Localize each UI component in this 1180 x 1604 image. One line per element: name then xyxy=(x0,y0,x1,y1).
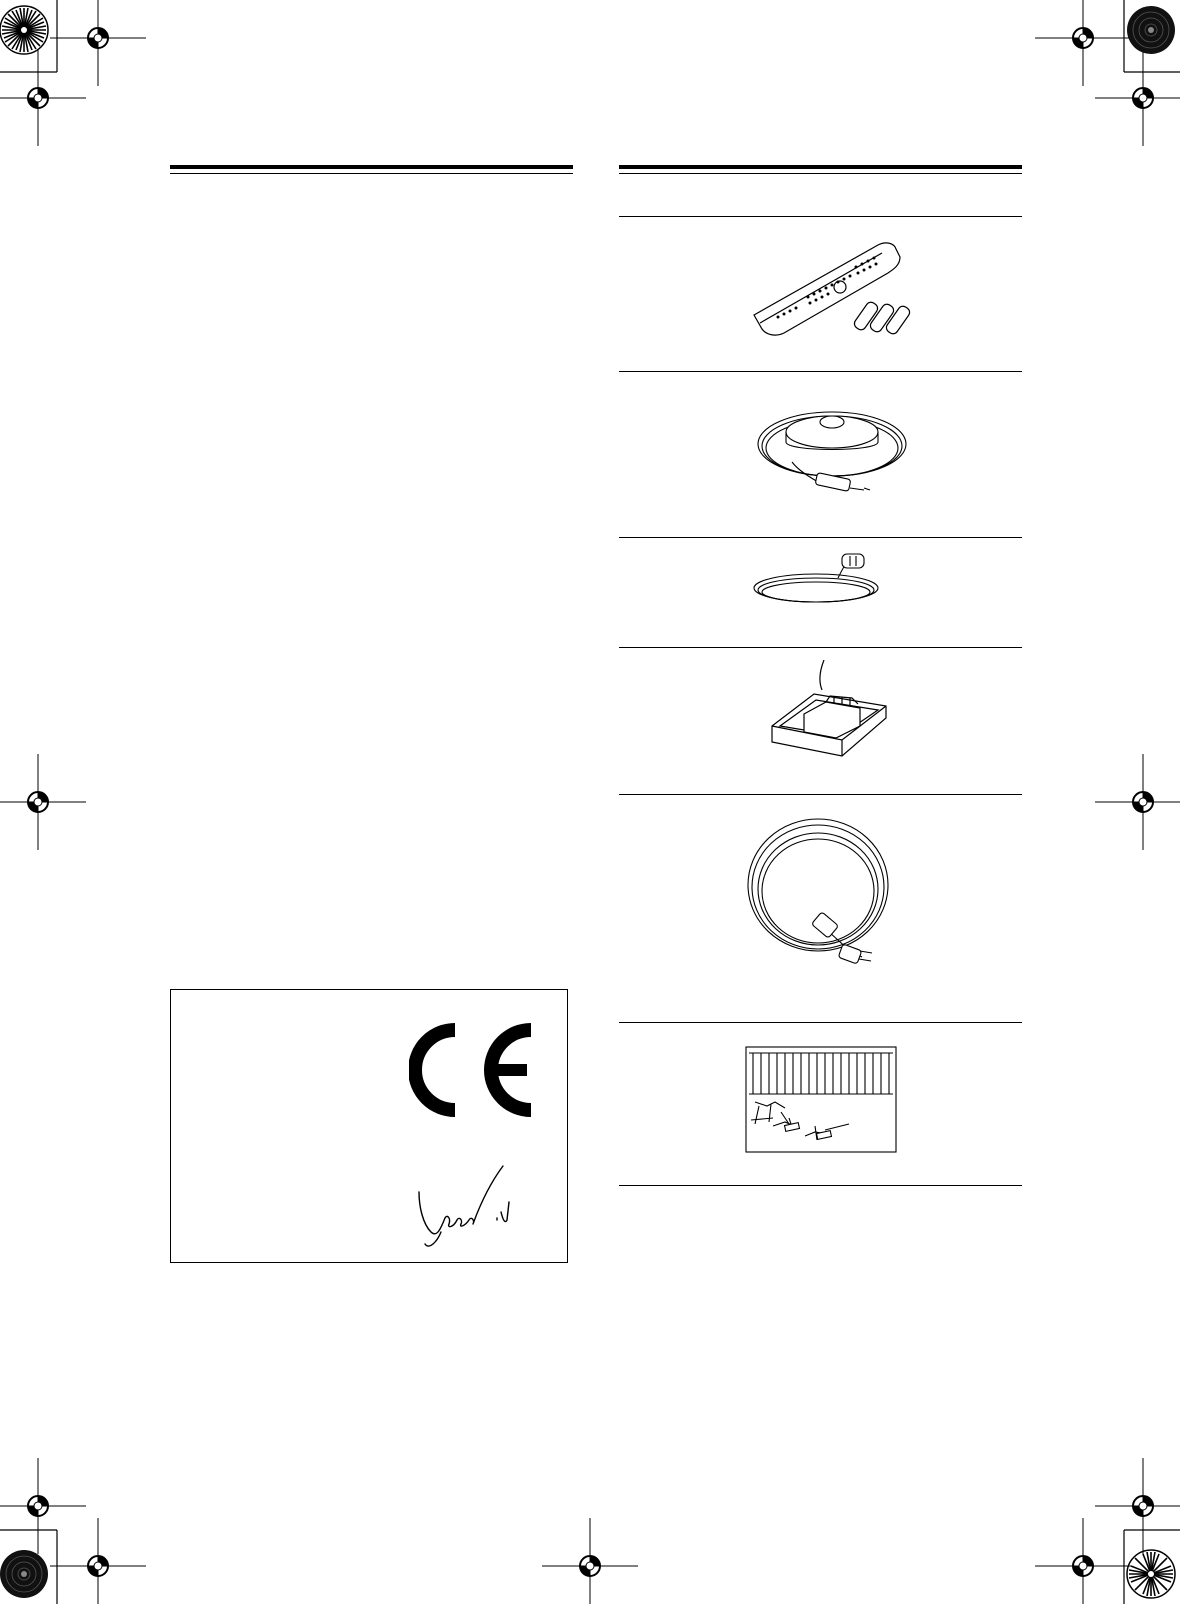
star-target-icon xyxy=(1127,6,1175,54)
am-loop-antenna-illustration xyxy=(764,660,894,770)
registration-mark-icon xyxy=(1095,754,1180,850)
accessory-divider xyxy=(619,794,1022,795)
star-target-icon xyxy=(0,1550,48,1598)
accessory-divider xyxy=(619,537,1022,538)
ce-declaration-box xyxy=(170,989,568,1263)
registration-mark-icon xyxy=(1035,0,1131,86)
accessory-divider xyxy=(619,647,1022,648)
left-heading-rule-thick xyxy=(170,165,573,169)
power-cord-illustration xyxy=(744,815,894,975)
star-target-icon xyxy=(0,6,48,54)
ce-mark-icon xyxy=(409,1022,539,1118)
registration-mark-icon xyxy=(0,50,86,146)
registration-mark-icon xyxy=(50,0,146,86)
accessory-divider xyxy=(619,371,1022,372)
registration-mark-icon xyxy=(0,1458,86,1554)
accessory-divider xyxy=(619,1022,1022,1023)
right-heading-rule-thick xyxy=(619,165,1022,169)
registration-mark-icon xyxy=(1035,1518,1131,1604)
registration-mark-icon xyxy=(50,1518,146,1604)
accessory-divider xyxy=(619,1185,1022,1186)
registration-mark-icon xyxy=(1095,1458,1180,1554)
registration-mark-icon xyxy=(542,1518,638,1604)
left-heading-rule-thin xyxy=(170,173,573,174)
accessory-divider xyxy=(619,216,1022,217)
handwritten-signature-icon xyxy=(411,1162,531,1252)
remote-controller-and-batteries-illustration xyxy=(748,237,928,347)
speaker-cable-labels-illustration xyxy=(745,1046,897,1154)
star-target-icon xyxy=(1127,1550,1175,1598)
setup-microphone-illustration xyxy=(752,402,912,512)
registration-mark-icon xyxy=(0,754,86,850)
right-heading-rule-thin xyxy=(619,173,1022,174)
fm-indoor-antenna-illustration xyxy=(750,552,900,612)
registration-mark-icon xyxy=(1095,50,1180,146)
